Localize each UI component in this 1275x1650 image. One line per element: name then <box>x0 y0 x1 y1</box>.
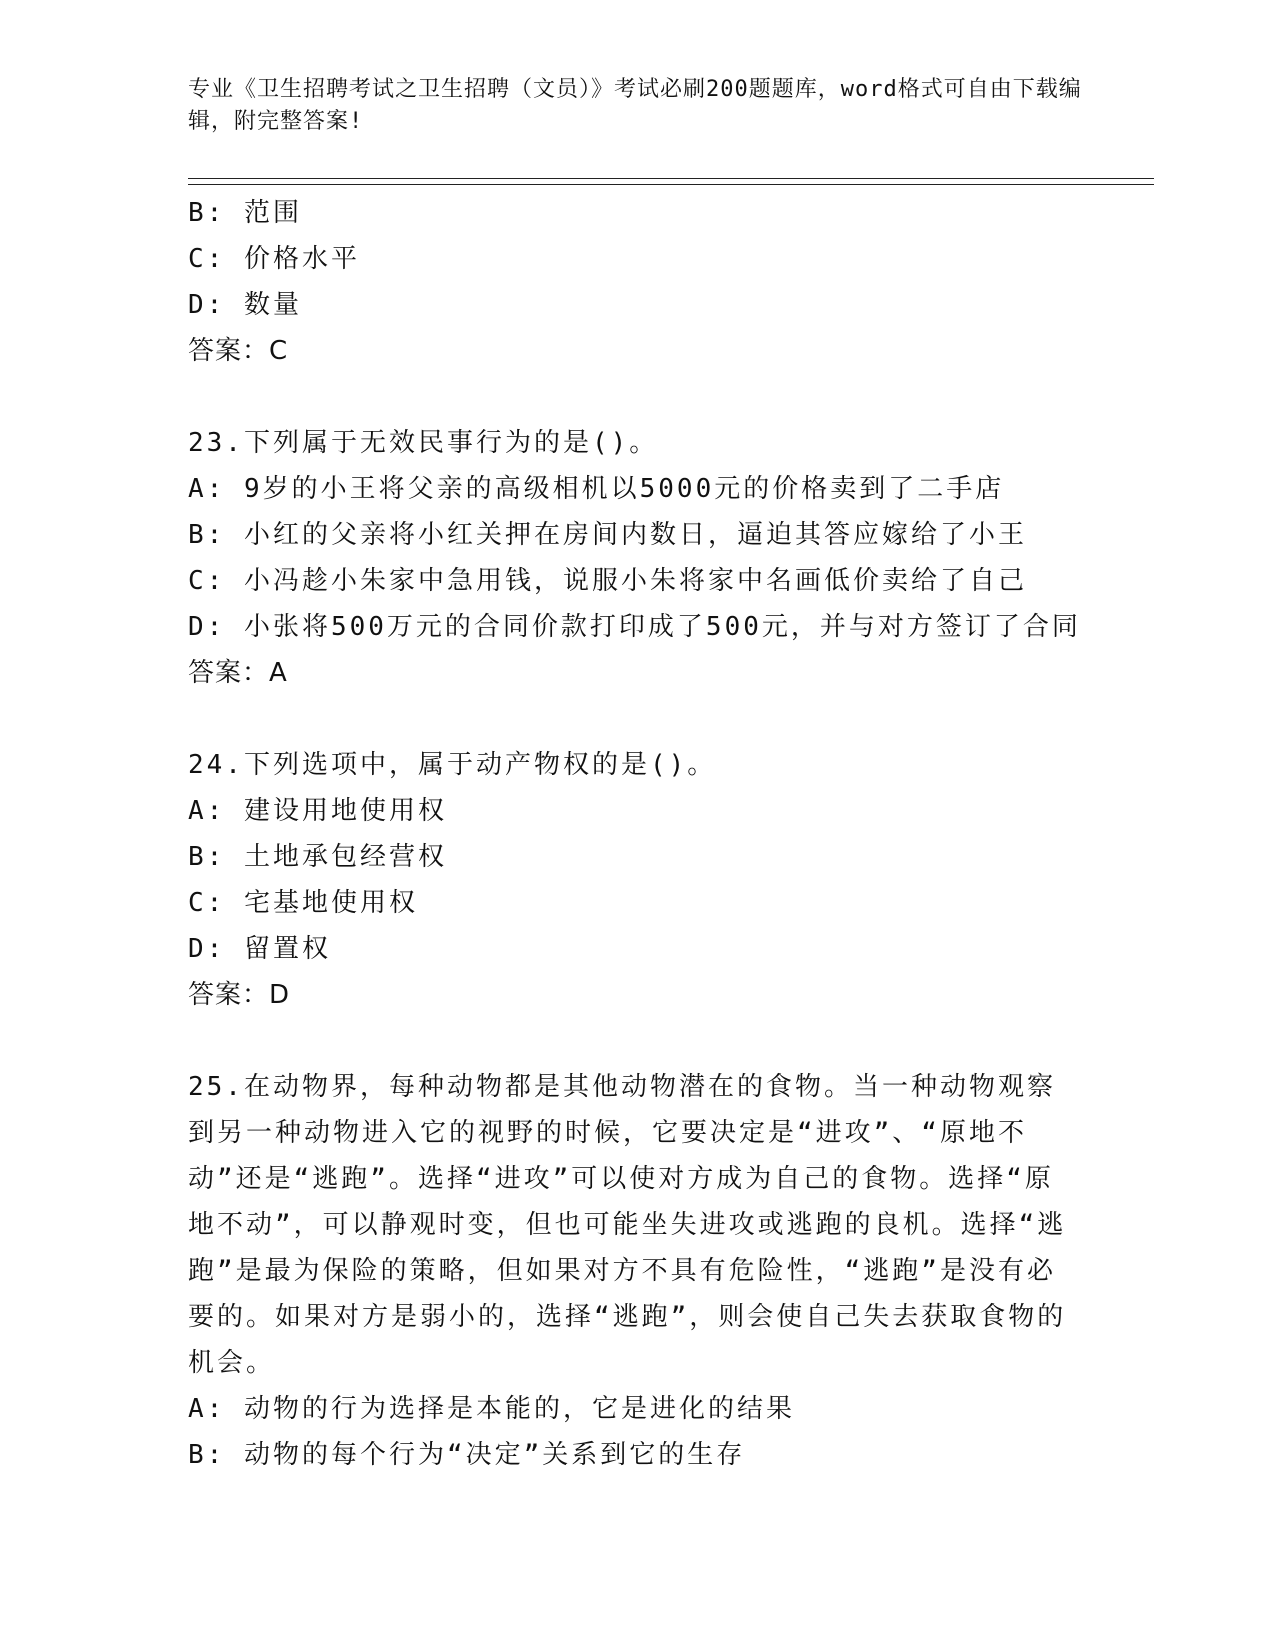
header-divider <box>188 178 1154 185</box>
question-23 <box>188 420 1081 696</box>
option-a: A: 动物的行为选择是本能的，它是进化的结果 <box>188 1394 795 1424</box>
question-stem: 23.下列属于无效民事行为的是()。 <box>188 428 659 458</box>
option-d: D: 留置权 <box>188 934 331 964</box>
option-a: A: 建设用地使用权 <box>188 796 447 826</box>
spacer <box>188 374 1078 420</box>
option-c: C: 小冯趁小朱家中急用钱，说服小朱将家中名画低价卖给了自己 <box>188 566 1027 596</box>
answer-line: 答案：C <box>188 336 289 366</box>
option-b: B: 范围 <box>188 198 302 228</box>
document-body <box>188 190 1081 1478</box>
carryover-question <box>188 190 1078 374</box>
question-stem: 25.在动物界，每种动物都是其他动物潜在的食物。当一种动物观察到另一种动物进入它的视野的时候，它要决定是“进攻”、“原地不动”还是“逃跑”。选择“进攻”可以使对方成为自己的食物。选择“原地不动”，可以静观时变，但也可能坐失进攻或逃跑的良机。选择“逃跑”是最为保险的策略，但如果对方不具有危险性，“逃跑”是没有必要的。如果对方是弱小的，选择“逃跑”，则会使自己失去获取食物的机会。 <box>188 1072 1067 1378</box>
spacer <box>188 696 1078 742</box>
option-b: B: 土地承包经营权 <box>188 842 447 872</box>
option-c: C: 宅基地使用权 <box>188 888 418 918</box>
page-header: 专业《卫生招聘考试之卫生招聘（文员）》考试必刷200题题库，word格式可自由下载编辑，附完整答案! <box>188 77 1082 134</box>
option-b: B: 小红的父亲将小红关押在房间内数日，逼迫其答应嫁给了小王 <box>188 520 1027 550</box>
option-d: D: 数量 <box>188 290 302 320</box>
answer-line: 答案：D <box>188 980 291 1010</box>
question-stem: 24.下列选项中，属于动产物权的是()。 <box>188 750 717 780</box>
option-c: C: 价格水平 <box>188 244 360 274</box>
option-a: A: 9岁的小王将父亲的高级相机以5000元的价格卖到了二手店 <box>188 474 1005 504</box>
option-b: B: 动物的每个行为“决定”关系到它的生存 <box>188 1440 746 1470</box>
answer-line: 答案：A <box>188 658 288 688</box>
option-d: D: 小张将500万元的合同价款打印成了500元，并与对方签订了合同 <box>188 612 1081 642</box>
spacer <box>188 1018 1078 1064</box>
question-24 <box>188 742 1078 1018</box>
question-25 <box>188 1064 1078 1478</box>
